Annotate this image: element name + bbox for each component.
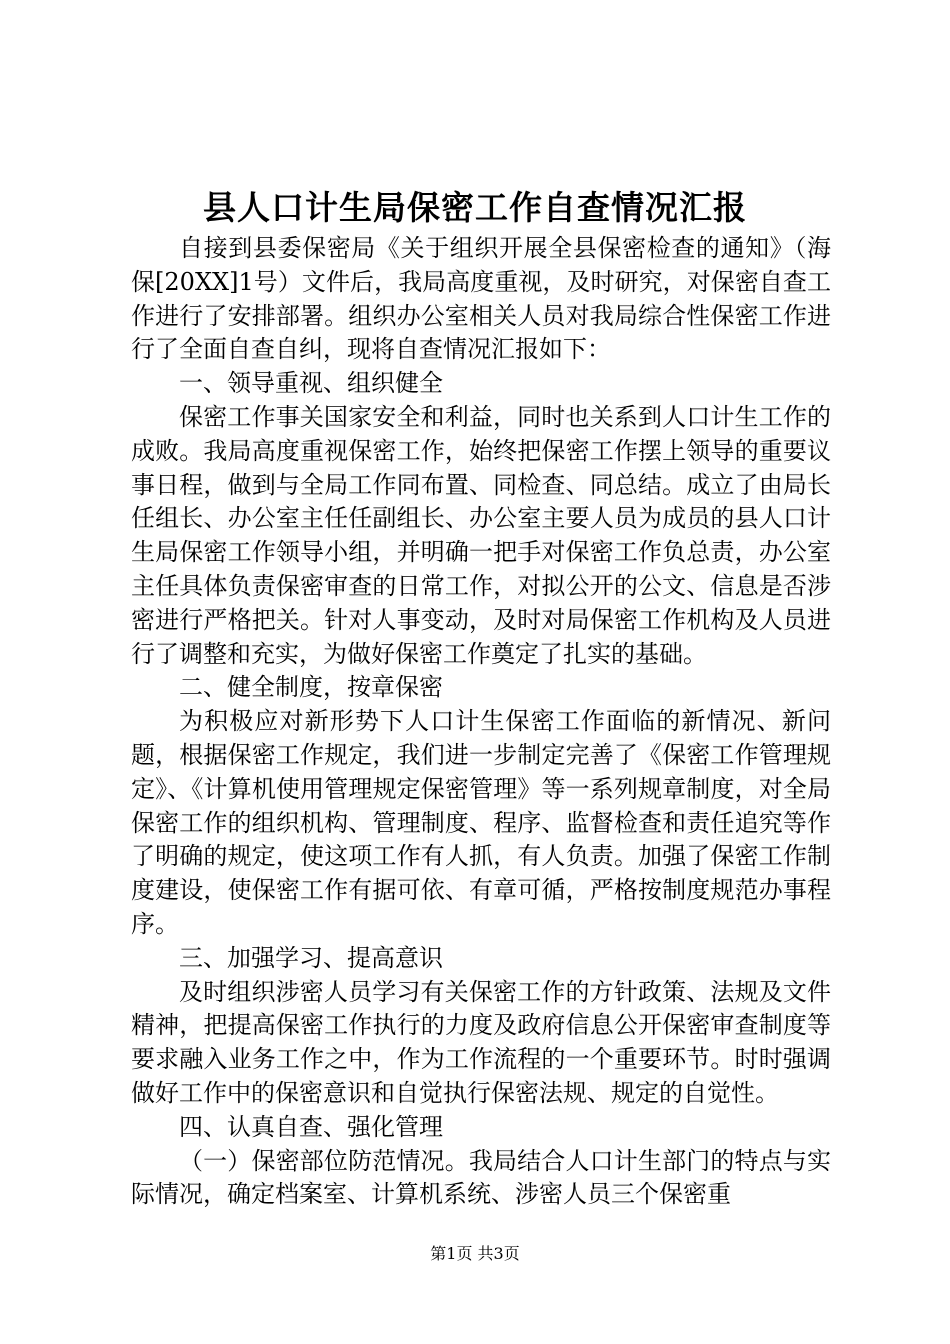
section-4-paragraph: （一）保密部位防范情况。我局结合人口计生部门的特点与实际情况，确定档案室、计算机系统、涉密人员三个保密重 xyxy=(131,1146,831,1209)
section-3-paragraph: 及时组织涉密人员学习有关保密工作的方针政策、法规及文件精神，把提高保密工作执行的力度及政府信息公开保密审查制度等要求融入业务工作之中，作为工作流程的一个重要环节。时时强调做好工作中的保密意识和自觉执行保密法规、规定的自觉性。 xyxy=(131,977,831,1107)
document-body xyxy=(131,232,831,1212)
section-1-paragraph: 保密工作事关国家安全和利益，同时也关系到人口计生工作的成败。我局高度重视保密工作，始终把保密工作摆上领导的重要议事日程，做到与全局工作同布置、同检查、同总结。成立了由局长任组长、办公室主任任副组长、办公室主要人员为成员的县人口计生局保密工作领导小组，并明确一把手对保密工作负总责，办公室主任具体负责保密审查的日常工作，对拟公开的公文、信息是否涉密进行严格把关。针对人事变动，及时对局保密工作机构及人员进行了调整和充实，为做好保密工作奠定了扎实的基础。 xyxy=(131,402,831,668)
section-heading-4: 四、认真自查、强化管理 xyxy=(179,1112,443,1141)
section-heading-2: 二、健全制度，按章保密 xyxy=(179,673,443,702)
page-number-footer: 第1页 共3页 xyxy=(430,1244,520,1263)
section-heading-1: 一、领导重视、组织健全 xyxy=(179,369,443,398)
section-2-paragraph: 为积极应对新形势下人口计生保密工作面临的新情况、新问题，根据保密工作规定，我们进一步制定完善了《保密工作管理规定》、《计算机使用管理规定保密管理》等一系列规章制度，对全局保密工作的组织机构、管理制度、程序、监督检查和责任追究等作了明确的规定，使这项工作有人抓，有人负责。加强了保密工作制度建设，使保密工作有据可依、有章可循，严格按制度规范办事程序。 xyxy=(131,707,831,938)
intro-paragraph: 自接到县委保密局《关于组织开展全县保密检查的通知》（海保[20XX]1号）文件后，我局高度重视，及时研究，对保密自查工作进行了安排部署。组织办公室相关人员对我局综合性保密工作进行了全面自查自纠，现将自查情况汇报如下： xyxy=(131,234,831,364)
section-heading-3: 三、加强学习、提高意识 xyxy=(179,943,443,972)
document-title: 县人口计生局保密工作自查情况汇报 xyxy=(203,188,747,227)
